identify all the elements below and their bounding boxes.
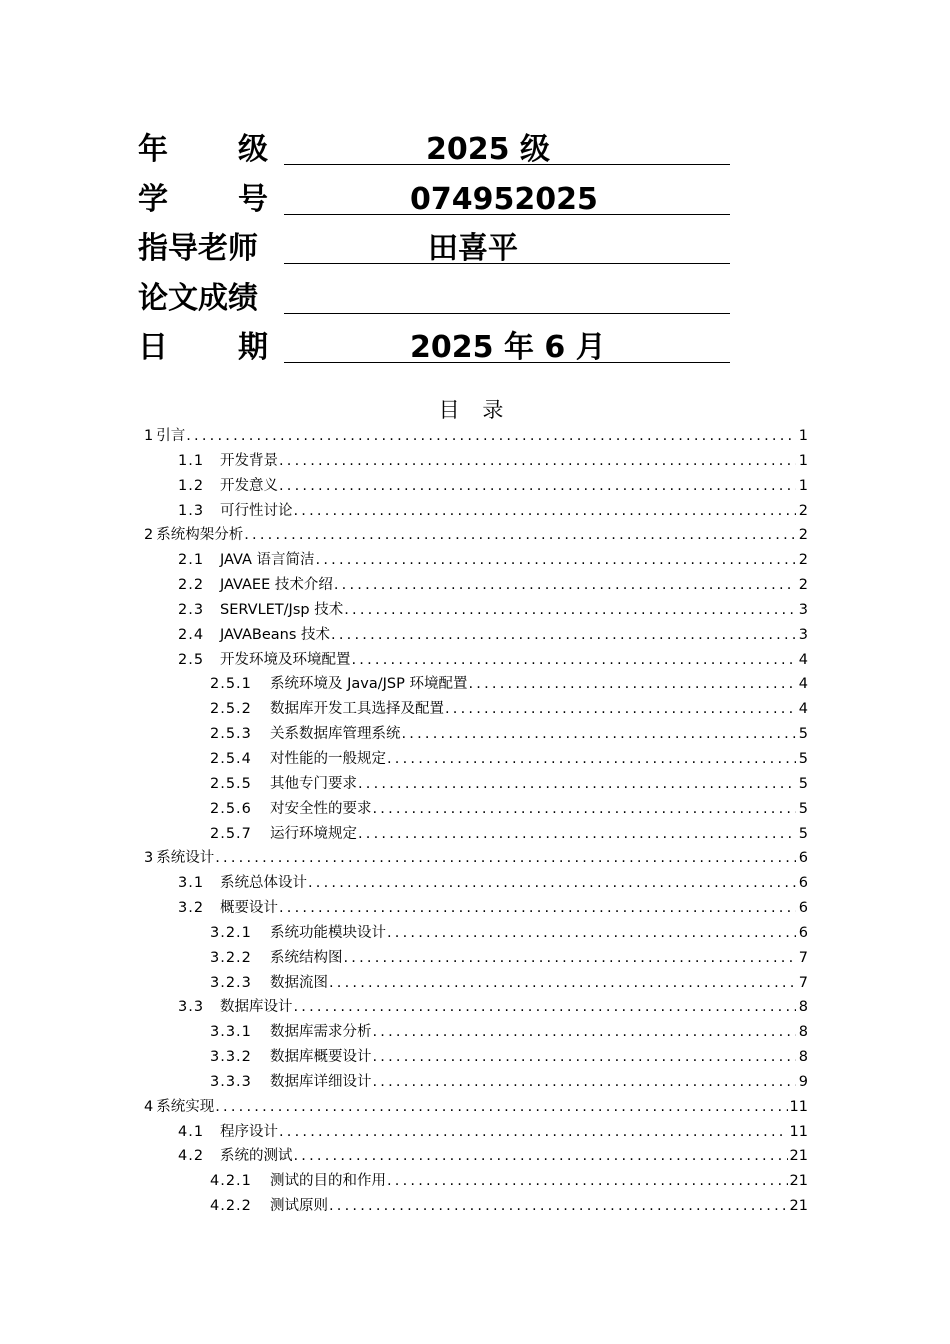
toc-entry-number: 2.5.6 (210, 800, 252, 817)
toc-entry-line (178, 499, 808, 524)
toc-entry[interactable] (140, 921, 808, 946)
grade-value: 2025 级 (426, 132, 550, 167)
toc-entry-title: 系统的测试 (220, 1148, 293, 1165)
toc-entry-number: 3.2.1 (210, 924, 252, 941)
toc-entry[interactable] (140, 971, 808, 996)
toc-entry[interactable] (140, 474, 808, 499)
date-label-char-2: 期 (238, 330, 268, 365)
toc-entry-title: 系统构架分析 (156, 527, 244, 544)
toc-entry-page: 3 (798, 626, 808, 643)
toc-entry[interactable] (140, 1120, 808, 1145)
toc-dot-leader (387, 921, 796, 946)
toc-entry[interactable] (140, 449, 808, 474)
grade-label-char-1: 年 (138, 132, 168, 167)
toc-dot-leader (308, 871, 796, 896)
toc-entry-page: 1 (798, 428, 808, 444)
toc-entry[interactable] (140, 722, 808, 747)
toc-entry-page: 5 (798, 750, 808, 767)
toc-entry[interactable] (140, 499, 808, 524)
toc-entry-line (144, 424, 808, 449)
toc-entry[interactable] (140, 1095, 808, 1120)
toc-entry-number: 3.2.3 (210, 974, 252, 991)
toc-entry-page: 4 (798, 676, 808, 693)
toc-dot-leader (358, 822, 796, 847)
toc-entry[interactable] (140, 672, 808, 697)
toc-entry-page: 1 (798, 477, 808, 494)
toc-entry-line (210, 946, 808, 971)
advisor-row (138, 225, 730, 275)
grade-row (138, 126, 730, 176)
toc-entry[interactable] (140, 871, 808, 896)
toc-dot-leader (344, 946, 797, 971)
toc-dot-leader (344, 598, 796, 623)
toc-entry-number: 2.3 (178, 601, 205, 618)
toc-entry-line (144, 846, 808, 871)
toc-dot-leader (468, 672, 796, 697)
toc-dot-leader (279, 1120, 788, 1145)
toc-entry-line (210, 971, 808, 996)
toc-entry-page: 6 (798, 875, 808, 892)
toc-entry-title: 对安全性的要求 (270, 800, 372, 817)
toc-entry-page: 21 (789, 1198, 808, 1215)
toc-dot-leader (215, 846, 796, 871)
toc-entry-line (210, 797, 808, 822)
toc-entry-line (210, 1020, 808, 1045)
toc-entry-page: 5 (798, 825, 808, 842)
toc-dot-leader (329, 1194, 788, 1219)
toc-dot-leader (358, 772, 796, 797)
toc-entry[interactable] (140, 896, 808, 921)
date-row (138, 324, 730, 374)
toc-entry-page: 5 (798, 775, 808, 792)
toc-entry-line (210, 1045, 808, 1070)
toc-entry[interactable] (140, 1070, 808, 1095)
toc-entry[interactable] (140, 1169, 808, 1194)
toc-entry-line (210, 1169, 808, 1194)
toc-dot-leader (186, 424, 796, 449)
toc-entry-line (178, 474, 808, 499)
toc-entry-title: 对性能的一般规定 (270, 750, 386, 767)
toc-entry-line (178, 598, 808, 623)
toc-entry-number: 2.5.3 (210, 726, 252, 743)
toc-entry-title: 测试的目的和作用 (270, 1173, 386, 1190)
toc-entry[interactable] (140, 1144, 808, 1169)
date-label-char-1: 日 (138, 330, 168, 365)
toc-entry-number: 3.2 (178, 900, 205, 917)
toc-entry-line (178, 1120, 808, 1145)
toc-entry[interactable] (140, 946, 808, 971)
toc-entry-page: 8 (798, 1024, 808, 1041)
toc-entry[interactable] (140, 1194, 808, 1219)
toc-entry-line (210, 1194, 808, 1219)
toc-entry-title: 测试原则 (270, 1198, 328, 1215)
toc-entry-page: 4 (798, 651, 808, 668)
toc-dot-leader (352, 648, 797, 673)
toc-entry-title: 开发意义 (220, 477, 278, 494)
toc-entry-page: 6 (798, 850, 808, 867)
toc-entry-page: 2 (798, 527, 808, 544)
toc-entry[interactable] (140, 846, 808, 871)
toc-dot-leader (279, 449, 796, 474)
toc-entry-line (210, 697, 808, 722)
toc-entry-title: 引言 (156, 428, 186, 444)
toc-entry-line (144, 1095, 808, 1120)
toc-entry[interactable] (140, 523, 808, 548)
toc-entry-title: 数据库设计 (220, 999, 293, 1016)
toc-entry-number: 2.5 (178, 651, 205, 668)
toc-entry-page: 3 (798, 601, 808, 618)
toc-entry[interactable] (140, 995, 808, 1020)
toc-entry-number: 3.2.2 (210, 949, 252, 966)
toc-entry-number: 3 (144, 850, 155, 867)
toc-entry-page: 4 (798, 701, 808, 718)
toc-dot-leader (294, 995, 797, 1020)
toc-entry-page: 6 (798, 900, 808, 917)
toc-entry-number: 4.2 (178, 1148, 205, 1165)
toc-entry-line (178, 896, 808, 921)
toc-entry-page: 21 (789, 1173, 808, 1190)
toc-entry-title: 系统总体设计 (220, 875, 307, 892)
grade-label-char-2: 级 (238, 132, 268, 167)
toc-entry-title: JAVA 语言简洁 (220, 552, 315, 569)
toc-entry-number: 3.1 (178, 875, 205, 892)
toc-entry[interactable] (140, 697, 808, 722)
toc-dot-leader (329, 971, 796, 996)
toc-dot-leader (316, 548, 796, 573)
toc-entry-page: 2 (798, 552, 808, 569)
toc-dot-leader (402, 722, 797, 747)
student-id-value: 074952025 (410, 181, 598, 217)
toc-entry[interactable] (140, 797, 808, 822)
toc-entry-number: 3.3.2 (210, 1049, 252, 1066)
toc-entry-number: 3.3.1 (210, 1024, 252, 1041)
student-id-row (138, 176, 730, 226)
toc-entry-number: 2.5.4 (210, 750, 252, 767)
toc-dot-leader (294, 1144, 788, 1169)
toc-entry-line (210, 772, 808, 797)
score-row (138, 275, 730, 325)
toc-entry-number: 2 (144, 527, 155, 544)
toc-dot-leader (373, 797, 797, 822)
toc-entry-number: 2.2 (178, 577, 205, 594)
toc-entry-number: 1.3 (178, 502, 205, 519)
toc-entry-page: 7 (798, 949, 808, 966)
toc-dot-leader (294, 499, 797, 524)
toc-dot-leader (373, 1070, 797, 1095)
toc-entry-title: 概要设计 (220, 900, 278, 917)
toc-title: 目 录 (438, 398, 512, 422)
toc-dot-leader (279, 474, 796, 499)
toc-entry-title: 开发环境及环境配置 (220, 651, 351, 668)
toc-entry-number: 4.1 (178, 1123, 205, 1140)
toc-dot-leader (331, 623, 796, 648)
toc-dot-leader (387, 1169, 788, 1194)
toc-entry-page: 7 (798, 974, 808, 991)
toc-entry-number: 1.2 (178, 477, 205, 494)
table-of-contents (140, 424, 808, 1219)
toc-entry-title: 系统环境及 Java/JSP 环境配置 (270, 676, 468, 693)
toc-entry[interactable] (140, 548, 808, 573)
toc-entry-page: 6 (798, 924, 808, 941)
toc-entry-line (178, 1144, 808, 1169)
grade-label (138, 130, 268, 170)
toc-entry-title: 系统设计 (156, 850, 215, 867)
toc-entry-number: 2.5.7 (210, 825, 252, 842)
toc-dot-leader (373, 1020, 797, 1045)
toc-entry-line (178, 648, 808, 673)
toc-dot-leader (445, 697, 796, 722)
toc-entry-title: JAVAEE 技术介绍 (220, 577, 333, 594)
toc-entry[interactable] (140, 598, 808, 623)
toc-entry-number: 2.5.5 (210, 775, 252, 792)
toc-entry-line (210, 722, 808, 747)
toc-entry-number: 2.5.2 (210, 701, 252, 718)
toc-entry-title: 系统功能模块设计 (270, 924, 386, 941)
toc-entry-line (178, 548, 808, 573)
toc-dot-leader (387, 747, 796, 772)
toc-entry-line (178, 573, 808, 598)
toc-entry-title: 关系数据库管理系统 (270, 726, 401, 743)
toc-entry[interactable] (140, 648, 808, 673)
toc-entry[interactable] (140, 822, 808, 847)
toc-entry[interactable] (140, 573, 808, 598)
toc-entry-title: 系统结构图 (270, 949, 343, 966)
toc-entry-title: 其他专门要求 (270, 775, 357, 792)
toc-entry-title: 数据库详细设计 (270, 1073, 372, 1090)
toc-entry-title: 程序设计 (220, 1123, 278, 1140)
toc-entry[interactable] (140, 772, 808, 797)
toc-entry-number: 4.2.1 (210, 1173, 252, 1190)
toc-entry-number: 4 (144, 1098, 155, 1115)
toc-entry-number: 2.4 (178, 626, 205, 643)
toc-entry-line (210, 672, 808, 697)
toc-entry-page: 5 (798, 800, 808, 817)
toc-entry-title: 可行性讨论 (220, 502, 293, 519)
toc-entry-page: 11 (789, 1098, 808, 1115)
toc-entry-number: 2.5.1 (210, 676, 252, 693)
toc-entry-page: 11 (789, 1123, 808, 1140)
toc-dot-leader (279, 896, 796, 921)
toc-entry-line (178, 871, 808, 896)
toc-entry-page: 8 (798, 999, 808, 1016)
toc-entry[interactable] (140, 424, 808, 449)
toc-entry-page: 5 (798, 726, 808, 743)
toc-entry-page: 2 (798, 502, 808, 519)
toc-dot-leader (215, 1095, 787, 1120)
student-id-label-char-1: 学 (138, 181, 168, 217)
toc-entry-title: JAVABeans 技术 (220, 626, 331, 643)
toc-dot-leader (334, 573, 796, 598)
toc-entry-page: 8 (798, 1049, 808, 1066)
toc-entry-line (210, 921, 808, 946)
toc-entry-page: 2 (798, 577, 808, 594)
toc-entry-title: 数据流图 (270, 974, 328, 991)
toc-entry-line (210, 822, 808, 847)
toc-entry-page: 9 (798, 1073, 808, 1090)
toc-dot-leader (373, 1045, 797, 1070)
toc-entry-number: 3.3.3 (210, 1073, 252, 1090)
toc-entry-title: 系统实现 (156, 1098, 215, 1115)
date-label (138, 328, 268, 368)
toc-entry[interactable] (140, 747, 808, 772)
toc-entry-number: 3.3 (178, 999, 205, 1016)
toc-entry-number: 1 (144, 428, 155, 444)
toc-entry[interactable] (140, 623, 808, 648)
toc-entry-line (178, 623, 808, 648)
toc-entry-page: 21 (789, 1148, 808, 1165)
student-id-label-char-2: 号 (238, 181, 268, 217)
advisor-value: 田喜平 (428, 231, 518, 266)
toc-entry-title: 数据库开发工具选择及配置 (270, 701, 444, 718)
toc-entry-title: SERVLET/Jsp 技术 (220, 601, 344, 618)
toc-entry-line (178, 449, 808, 474)
date-value: 2025 年 6 月 (410, 330, 606, 365)
toc-entry-line (144, 523, 808, 548)
toc-entry-title: 开发背景 (220, 452, 278, 469)
toc-entry-title: 运行环境规定 (270, 825, 357, 842)
student-id-label (138, 180, 268, 220)
toc-entry-line (178, 995, 808, 1020)
advisor-label: 指导老师 (138, 231, 258, 266)
toc-entry-line (210, 747, 808, 772)
toc-entry[interactable] (140, 1020, 808, 1045)
toc-entry-number: 4.2.2 (210, 1198, 252, 1215)
toc-dot-leader (244, 523, 796, 548)
toc-entry[interactable] (140, 1045, 808, 1070)
toc-entry-number: 1.1 (178, 452, 205, 469)
cover-info-block (138, 126, 730, 374)
toc-entry-number: 2.1 (178, 552, 205, 569)
toc-entry-page: 1 (798, 452, 808, 469)
toc-entry-title: 数据库概要设计 (270, 1049, 372, 1066)
toc-entry-line (210, 1070, 808, 1095)
toc-entry-title: 数据库需求分析 (270, 1024, 372, 1041)
score-label: 论文成绩 (138, 280, 258, 316)
score-underline (284, 313, 730, 314)
